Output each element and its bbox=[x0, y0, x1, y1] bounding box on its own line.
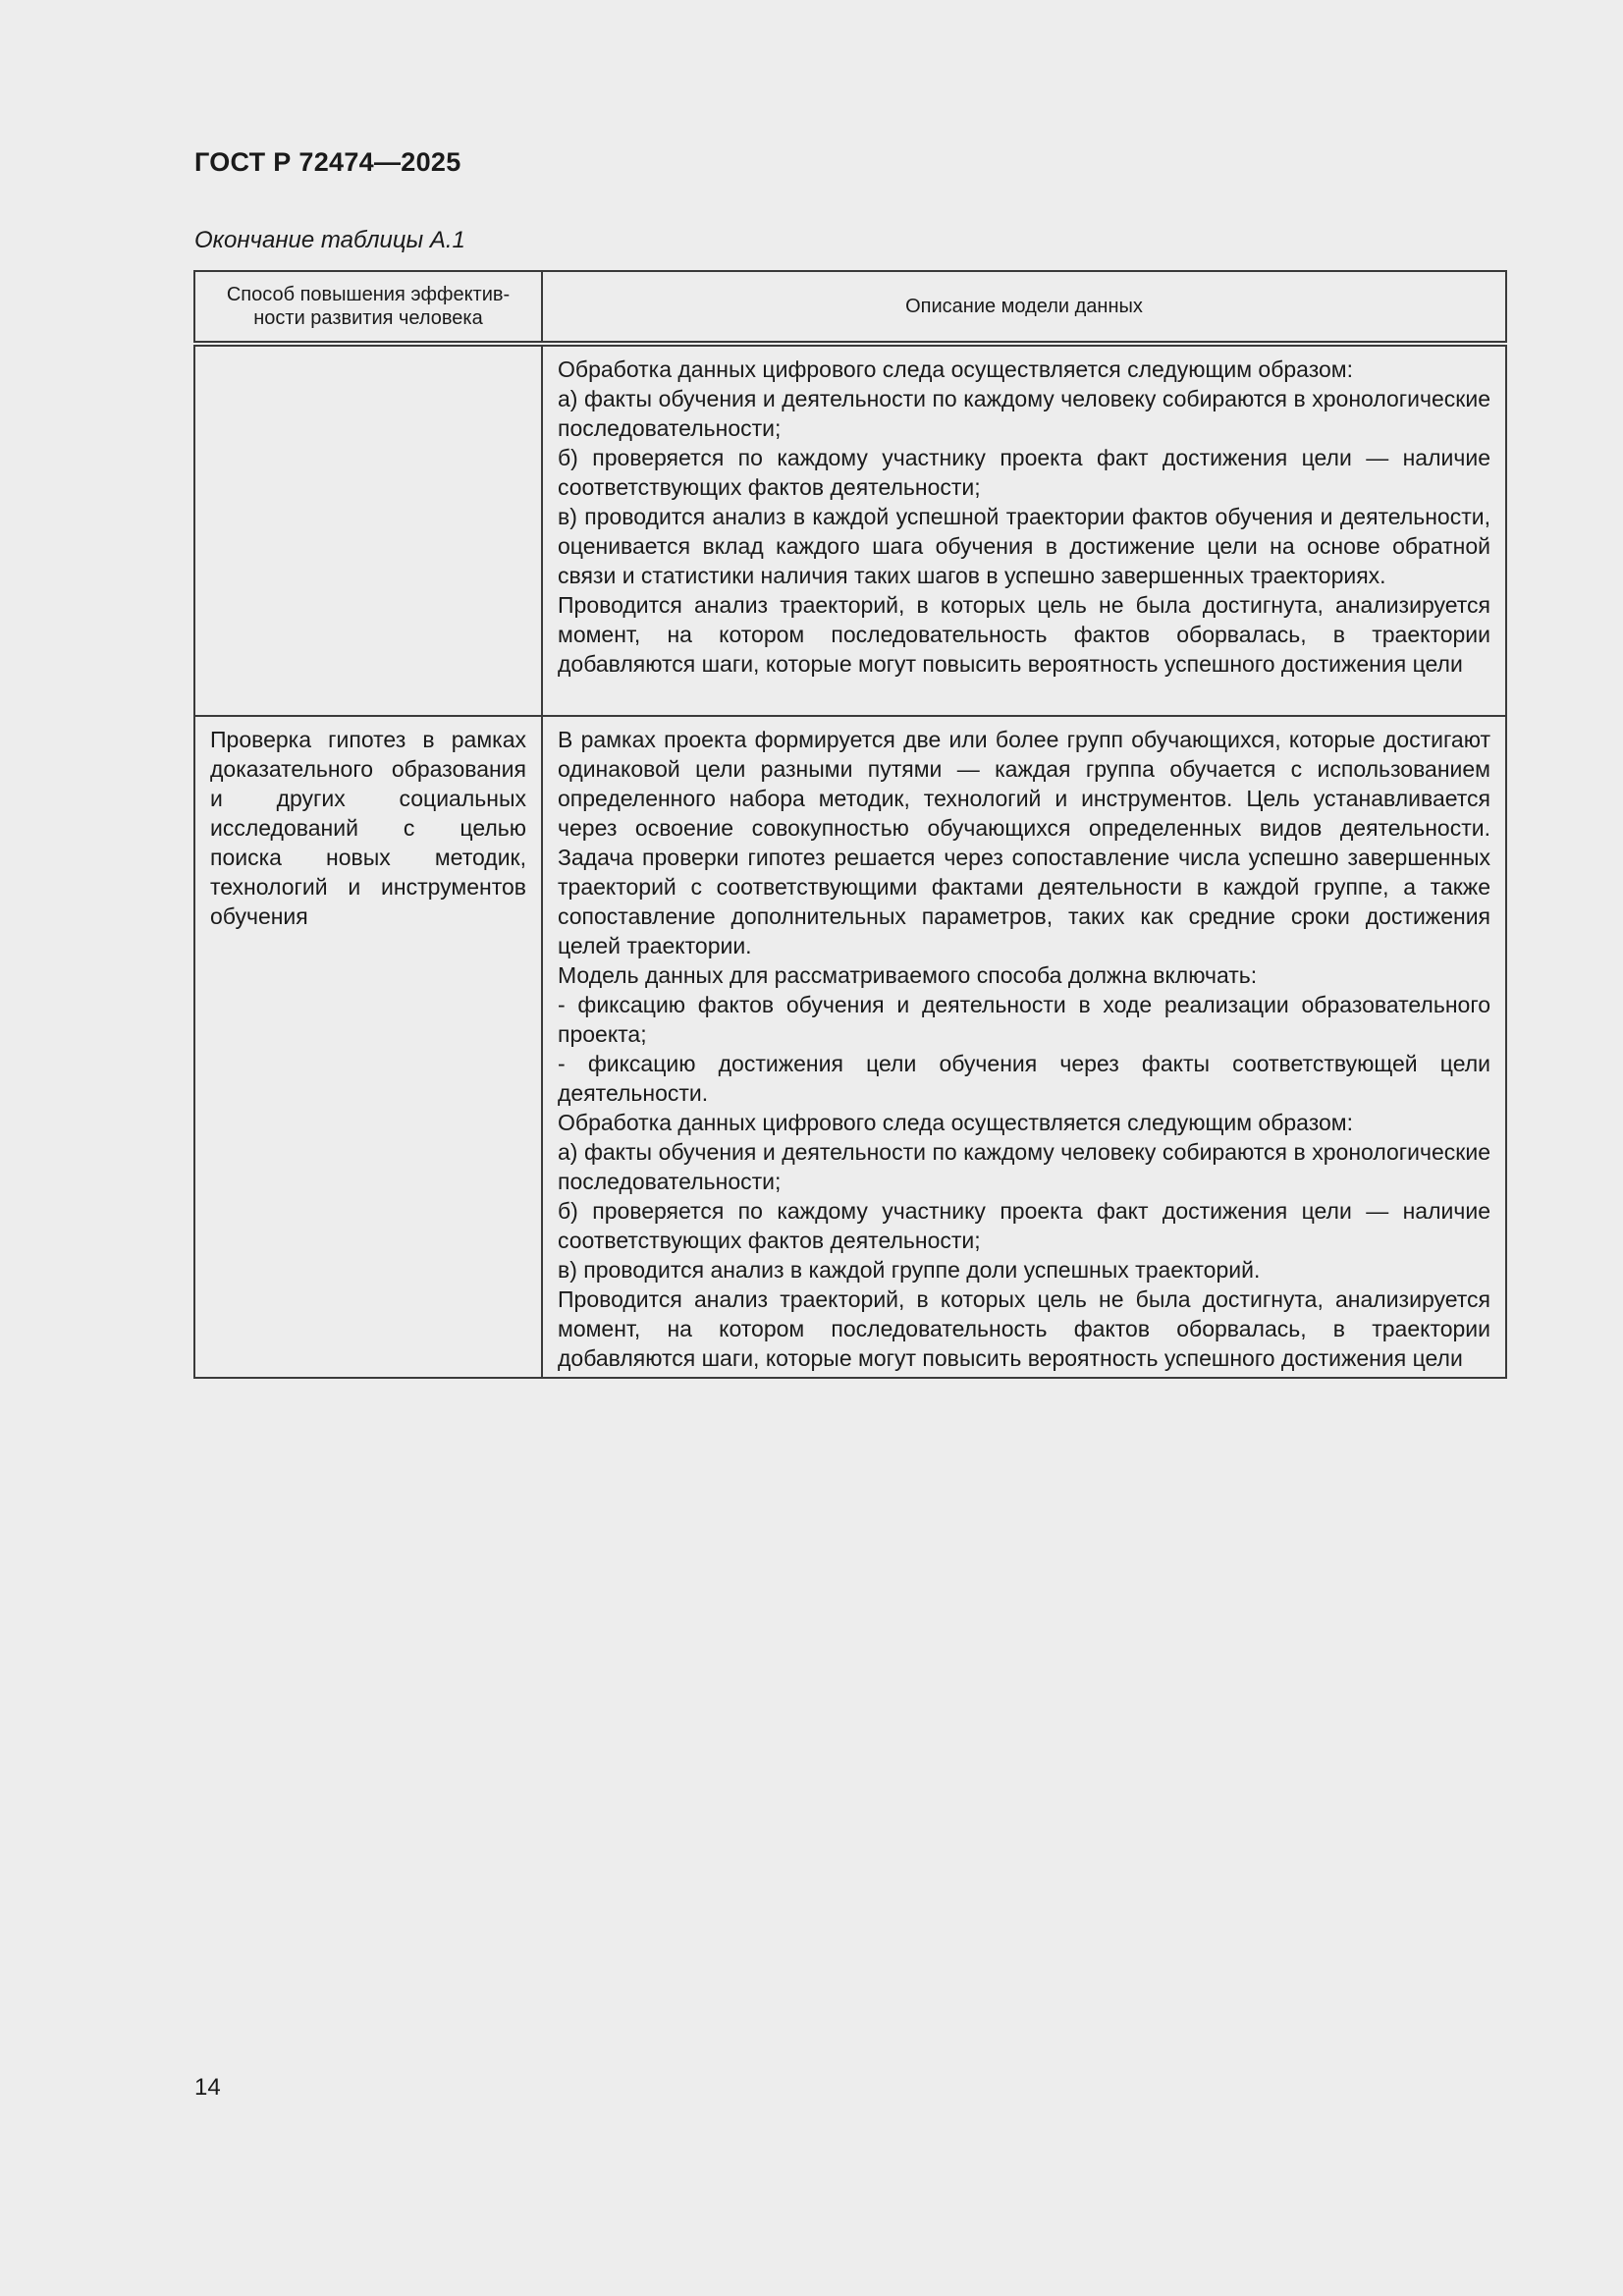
method-cell bbox=[194, 716, 542, 1378]
method-cell bbox=[194, 344, 542, 716]
description-paragraph: Модель данных для рассматриваемого способа должна включать: bbox=[558, 962, 1258, 988]
method-text: Проверка гипотез в рамках доказательного образования и других социальных исследований с целью поиска новых методик, технологий и инструментов обучения bbox=[210, 727, 526, 929]
table-header-row bbox=[194, 271, 1506, 344]
page-number: 14 bbox=[194, 2074, 221, 2101]
table-caption: Окончание таблицы А.1 bbox=[194, 227, 465, 253]
table-row bbox=[194, 344, 1506, 716]
description-paragraph: а) факты обучения и деятельности по каждому человеку собираются в хронологические последовательности; bbox=[558, 386, 1490, 441]
description-paragraph: Обработка данных цифрового следа осуществляется следующим образом: bbox=[558, 1110, 1353, 1135]
description-paragraph: б) проверяется по каждому участнику проекта факт достижения цели — наличие соответствующих фактов деятельности; bbox=[558, 445, 1490, 500]
description-paragraph: В рамках проекта формируется две или более групп обучающихся, которые достигают одинаковой цели разными путями — каждая группа обучается с использованием определенного набора методик, технологий и инструментов. Цель устанавливается через освоение совокупностью обучающихся определенных видов деятельности. Задача проверки гипотез решается через сопоставление числа успешно завершенных траекторий с соответствующими фактами деятельности в каждой группе, а также сопоставление дополнительных параметров, таких как средние сроки достижения целей траектории. bbox=[558, 727, 1490, 958]
description-paragraph: а) факты обучения и деятельности по каждому человеку собираются в хронологические последовательности; bbox=[558, 1139, 1490, 1194]
description-paragraph: Обработка данных цифрового следа осуществляется следующим образом: bbox=[558, 356, 1353, 382]
description-cell bbox=[542, 716, 1506, 1378]
data-model-table bbox=[193, 270, 1507, 1379]
description-paragraph: в) проводится анализ в каждой успешной траектории фактов обучения и деятельности, оценивается вклад каждого шага обучения в достижение цели на основе обратной связи и статистики наличия таких шагов в успешно завершенных траекториях. bbox=[558, 504, 1490, 588]
description-text bbox=[543, 717, 1505, 1377]
description-text bbox=[543, 347, 1505, 683]
description-paragraph: в) проводится анализ в каждой группе доли успешных траекторий. bbox=[558, 1257, 1261, 1283]
description-paragraph: б) проверяется по каждому участнику проекта факт достижения цели — наличие соответствующих фактов деятельности; bbox=[558, 1198, 1490, 1253]
description-paragraph: Проводится анализ траекторий, в которых цель не была достигнута, анализируется момент, на котором последовательность фактов оборвалась, в траектории добавляются шаги, которые могут повысить вероятность успешного достижения цели bbox=[558, 592, 1490, 677]
table-row bbox=[194, 716, 1506, 1378]
description-paragraph: Проводится анализ траекторий, в которых цель не была достигнута, анализируется момент, на котором последовательность фактов оборвалась, в траектории добавляются шаги, которые могут повысить вероятность успешного достижения цели bbox=[558, 1286, 1490, 1371]
description-paragraph: - фиксацию достижения цели обучения через факты соответствующей цели деятельности. bbox=[558, 1051, 1490, 1106]
column-header-description-label: Описание модели данных bbox=[905, 296, 1143, 317]
document-code: ГОСТ Р 72474—2025 bbox=[194, 147, 461, 177]
description-paragraph: - фиксацию фактов обучения и деятельности в ходе реализации образовательного проекта; bbox=[558, 992, 1490, 1047]
description-cell bbox=[542, 344, 1506, 716]
column-header-method-label: Способ повышения эффектив- ности развития человека bbox=[226, 284, 511, 329]
method-text bbox=[195, 347, 541, 358]
column-header-method bbox=[194, 271, 542, 344]
column-header-description bbox=[542, 271, 1506, 344]
